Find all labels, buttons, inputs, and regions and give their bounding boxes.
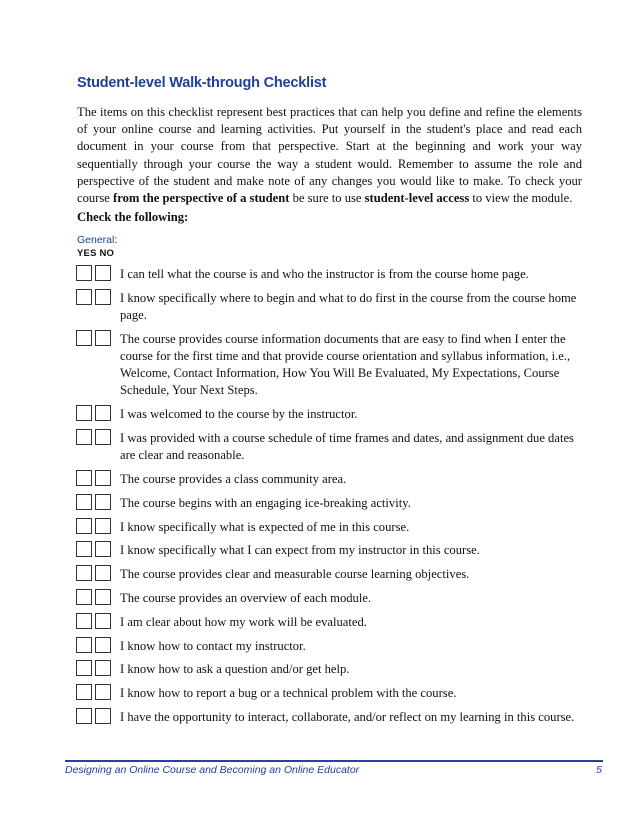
checkbox-pair (76, 329, 120, 346)
yes-checkbox[interactable] (76, 265, 92, 281)
yes-checkbox[interactable] (76, 589, 92, 605)
checklist-item (76, 428, 586, 464)
checklist-item-text: I know specifically what is expected of me in this course. (120, 519, 410, 534)
checklist-item (76, 493, 586, 512)
no-checkbox[interactable] (95, 684, 111, 700)
checklist-item (76, 707, 586, 726)
yes-checkbox[interactable] (76, 637, 92, 653)
no-checkbox[interactable] (95, 330, 111, 346)
checklist-item (76, 540, 586, 559)
checkbox-pair (76, 612, 120, 629)
no-checkbox[interactable] (95, 265, 111, 281)
checklist-item (76, 659, 586, 678)
checklist-item (76, 469, 586, 488)
checklist-item-text: I have the opportunity to interact, collaborate, and/or reflect on my learning in this course. (120, 709, 575, 724)
checklist-item-text: The course provides an overview of each module. (120, 590, 372, 605)
intro-text-1: The items on this checklist represent best practices that can help you define and refine the elements of your online course and learning activities. Put yourself in the student's place and read each document in your course from that perspective. Start at the beginning and work your way sequentially through your course the way a student would. Remember to assume the role and perspective of the student and make note of any changes you would like to make. To check your course (77, 105, 582, 206)
checkbox-pair (76, 517, 120, 534)
no-checkbox[interactable] (95, 565, 111, 581)
checklist-item-text: I know how to report a bug or a technical problem with the course. (120, 686, 457, 701)
checklist-item (76, 564, 586, 583)
intro-paragraph (77, 104, 582, 207)
footer-title: Designing an Online Course and Becoming an Online Educator (65, 764, 360, 776)
yes-checkbox[interactable] (76, 684, 92, 700)
checkbox-pair (76, 469, 120, 486)
checkbox-pair (76, 493, 120, 510)
no-checkbox[interactable] (95, 429, 111, 445)
checklist-item-text: I know how to ask a question and/or get help. (120, 662, 350, 677)
checklist (76, 264, 586, 731)
no-checkbox[interactable] (95, 637, 111, 653)
checkbox-pair (76, 540, 120, 557)
yes-checkbox[interactable] (76, 330, 92, 346)
checklist-item (76, 288, 586, 324)
intro-text-2: be sure to use (289, 191, 365, 206)
page-number: 5 (596, 764, 602, 776)
checklist-item-text: I know specifically what I can expect from my instructor in this course. (120, 543, 480, 558)
checklist-item-text: I can tell what the course is and who the instructor is from the course home page. (120, 267, 529, 281)
no-checkbox[interactable] (95, 708, 111, 724)
checkbox-pair (76, 659, 120, 676)
checklist-item-text: The course provides clear and measurable course learning objectives. (120, 567, 470, 582)
yes-checkbox[interactable] (76, 494, 92, 510)
yes-checkbox[interactable] (76, 565, 92, 581)
checkbox-pair (76, 636, 120, 653)
checklist-item (76, 588, 586, 607)
yes-checkbox[interactable] (76, 660, 92, 676)
checklist-item (76, 329, 586, 400)
no-checkbox[interactable] (95, 289, 111, 305)
no-checkbox[interactable] (95, 518, 111, 534)
section-label-text: General (77, 234, 115, 246)
no-checkbox[interactable] (95, 589, 111, 605)
checklist-item-text: I know specifically where to begin and what to do first in the course from the course home page. (120, 290, 577, 322)
checklist-item-text: I was provided with a course schedule of time frames and dates, and assignment due dates are clear and reasonable. (120, 431, 574, 463)
yes-checkbox[interactable] (76, 429, 92, 445)
footer-rule (65, 760, 603, 762)
checklist-item (76, 683, 586, 702)
intro-text-3: to view the module. (469, 191, 573, 206)
checklist-item-text: The course begins with an engaging ice-breaking activity. (120, 495, 411, 510)
checkbox-pair (76, 288, 120, 305)
checkbox-pair (76, 264, 120, 281)
checklist-item (76, 404, 586, 423)
yes-checkbox[interactable] (76, 613, 92, 629)
checkbox-pair (76, 404, 120, 421)
yes-checkbox[interactable] (76, 708, 92, 724)
checkbox-pair (76, 683, 120, 700)
checklist-item (76, 517, 586, 536)
no-checkbox[interactable] (95, 494, 111, 510)
no-checkbox[interactable] (95, 613, 111, 629)
no-checkbox[interactable] (95, 405, 111, 421)
section-label-colon: : (114, 234, 118, 246)
page-title: Student-level Walk-through Checklist (77, 75, 327, 91)
checkbox-pair (76, 588, 120, 605)
yes-checkbox[interactable] (76, 541, 92, 557)
checklist-item-text: I was welcomed to the course by the instructor. (120, 407, 358, 422)
yes-checkbox[interactable] (76, 470, 92, 486)
yes-checkbox[interactable] (76, 405, 92, 421)
section-label-general (77, 234, 117, 246)
checkbox-pair (76, 428, 120, 445)
yes-checkbox[interactable] (76, 518, 92, 534)
checklist-item (76, 636, 586, 655)
check-heading: Check the following: (77, 210, 189, 224)
checklist-item-text: I am clear about how my work will be evaluated. (120, 614, 367, 629)
checklist-item (76, 264, 586, 283)
intro-bold-perspective: from the perspective of a student (113, 191, 290, 206)
checklist-item-text: The course provides a class community area. (120, 472, 347, 486)
no-checkbox[interactable] (95, 470, 111, 486)
checklist-item (76, 612, 586, 631)
yes-checkbox[interactable] (76, 289, 92, 305)
checkbox-pair (76, 564, 120, 581)
no-checkbox[interactable] (95, 541, 111, 557)
intro-bold-access: student-level access (364, 191, 470, 206)
checkbox-pair (76, 707, 120, 724)
no-checkbox[interactable] (95, 660, 111, 676)
checklist-item-text: I know how to contact my instructor. (120, 638, 306, 653)
checklist-item-text: The course provides course information documents that are easy to find when I enter the course for the first time and that provide course orientation and syllabus information, i.e., Welcome, Contact Information, How You Will Be Evaluated, My Expectations, Course Schedule, Your Next Steps. (120, 331, 571, 398)
yes-no-header: YES NO (77, 248, 115, 259)
